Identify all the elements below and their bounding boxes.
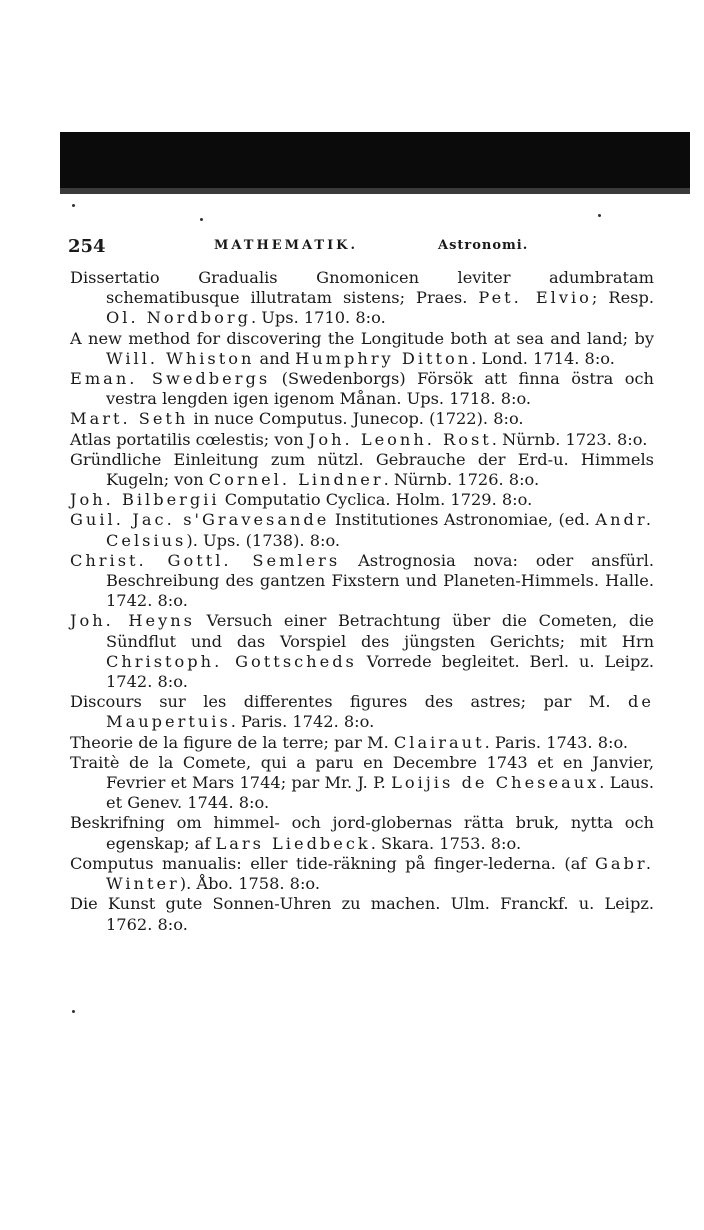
entry-text: Vorrede begleitet. Berl. u. Leipz. 1742. 8:o. xyxy=(106,651,654,692)
bibliography-entry xyxy=(70,450,654,490)
entry-text: Theorie de la figure de la terre; par M. xyxy=(70,732,394,752)
entry-text: in nuce Computus. Junecop. (1722). 8:o. xyxy=(188,409,524,429)
author-name: Gabr. Winter xyxy=(106,853,654,894)
bibliography-entry xyxy=(70,551,654,612)
bibliography-entry xyxy=(70,894,654,934)
entry-text: Astrognosia nova: oder ansfürl. Beschreibung des gantzen Fixstern und Planeten-Himmels. Halle. 1742. 8:o. xyxy=(106,550,654,611)
entry-text: Die Kunst gute Sonnen-Uhren zu machen. Ulm. Franckf. u. Leipz. 1762. 8:o. xyxy=(70,894,654,934)
scan-black-bar xyxy=(60,132,690,194)
bibliography-entry xyxy=(70,329,654,369)
entry-text: Computus manualis: eller tide-räkning på finger-lederna. (af xyxy=(70,853,595,873)
entry-text: ). Ups. (1738). 8:o. xyxy=(186,530,341,550)
author-name: Joh. Heyns xyxy=(70,611,195,631)
scan-speck xyxy=(598,214,601,217)
author-name: Humphry Ditton xyxy=(295,348,472,368)
bibliography-entry xyxy=(70,490,654,510)
scan-bar-edge xyxy=(60,188,690,194)
author-name: de Maupertuis xyxy=(106,692,654,732)
scan-speck xyxy=(72,1010,75,1013)
bibliography-entry xyxy=(70,753,654,814)
scan-speck xyxy=(72,204,75,207)
author-name: Andr. Celsius xyxy=(106,510,654,550)
author-name: Mart. Seth xyxy=(70,409,189,429)
page-subtitle: Astronomi. xyxy=(438,238,529,253)
author-name: Will. Whiston xyxy=(106,348,255,368)
entry-text: Versuch einer Betrachtung über die Cometen, die Sündflut und das Vorspiel des jüngsten Gerichts; mit Hrn xyxy=(106,611,655,651)
page-header xyxy=(68,236,668,262)
author-name: Christoph. Gottscheds xyxy=(106,651,357,671)
page-title: MATHEMATIK. xyxy=(214,238,358,253)
author-name: Ol. Nordborg xyxy=(106,308,251,328)
entry-text: . Laus. et Genev. 1744. 8:o. xyxy=(106,773,654,813)
entry-text: . Nürnb. 1723. 8:o. xyxy=(491,429,648,449)
author-name: Guil. Jac. s'Gravesande xyxy=(70,510,330,530)
bibliography-entry xyxy=(70,510,654,550)
entry-text: . Paris. 1743. 8:o. xyxy=(484,732,629,752)
bibliography-entry xyxy=(70,268,654,329)
entry-text: ; Resp. xyxy=(591,288,654,308)
entry-text: ). Åbo. 1758. 8:o. xyxy=(179,874,321,894)
page-number: 254 xyxy=(68,236,106,257)
entry-text: . Skara. 1753. 8:o. xyxy=(370,833,522,853)
entry-text: (Swedenborgs) Försök att finna östra och vestra lengden igen igenom Månan. Ups. 1718. 8:o. xyxy=(106,369,654,409)
author-name: Joh. Bilbergii xyxy=(70,490,220,510)
author-name: Loijis de Cheseaux xyxy=(391,773,600,793)
entry-text: . Ups. 1710. 8:o. xyxy=(250,308,386,328)
entry-text: A new method for discovering the Longitude both at sea and land; by xyxy=(70,328,654,348)
entry-text: and xyxy=(254,348,296,368)
entry-text: . Paris. 1742. 8:o. xyxy=(230,712,375,732)
bibliography-entry xyxy=(70,854,654,894)
author-name: Lars Liedbeck xyxy=(215,833,371,853)
entry-text: Gründliche Einleitung zum nützl. Gebrauche der Erd-u. Himmels Kugeln; von xyxy=(70,449,654,490)
entry-text: Institutiones Astronomiae, (ed. xyxy=(329,510,596,530)
author-name: Joh. Leonh. Rost xyxy=(308,429,492,449)
entry-text: Discours sur les differentes figures des astres; par M. xyxy=(70,692,629,712)
bibliography-entry xyxy=(70,369,654,409)
author-name: Clairaut xyxy=(393,732,485,752)
entry-text: Atlas portatilis cœlestis; von xyxy=(70,429,309,449)
author-name: Pet. Elvio xyxy=(478,288,592,308)
bibliography-entry xyxy=(70,430,654,450)
entry-text: Dissertatio Gradualis Gnomonicen leviter adumbratam schematibusque illutratam sistens; Praes. xyxy=(70,268,654,308)
author-name: Christ. Gottl. Semlers xyxy=(70,550,341,570)
entry-text: Beskrifning om himmel- och jord-globernas rätta bruk, nytta och egenskap; af xyxy=(70,813,654,853)
scan-speck xyxy=(200,218,203,221)
entry-text: . Nürnb. 1726. 8:o. xyxy=(383,470,540,490)
bibliography-entry xyxy=(70,611,654,692)
bibliography-entry xyxy=(70,692,654,732)
entry-text: Traitè de la Comete, qui a paru en Decembre 1743 et en Janvier, Fevrier et Mars 1744; par Mr. J. P. xyxy=(70,752,654,793)
bibliography-list xyxy=(70,268,654,935)
bibliography-entry xyxy=(70,813,654,853)
entry-text: Computatio Cyclica. Holm. 1729. 8:o. xyxy=(219,490,533,510)
author-name: Cornel. Lindner xyxy=(208,470,384,490)
bibliography-entry xyxy=(70,409,654,429)
bibliography-entry xyxy=(70,733,654,753)
author-name: Eman. Swedbergs xyxy=(70,369,271,389)
entry-text: . Lond. 1714. 8:o. xyxy=(471,348,615,368)
